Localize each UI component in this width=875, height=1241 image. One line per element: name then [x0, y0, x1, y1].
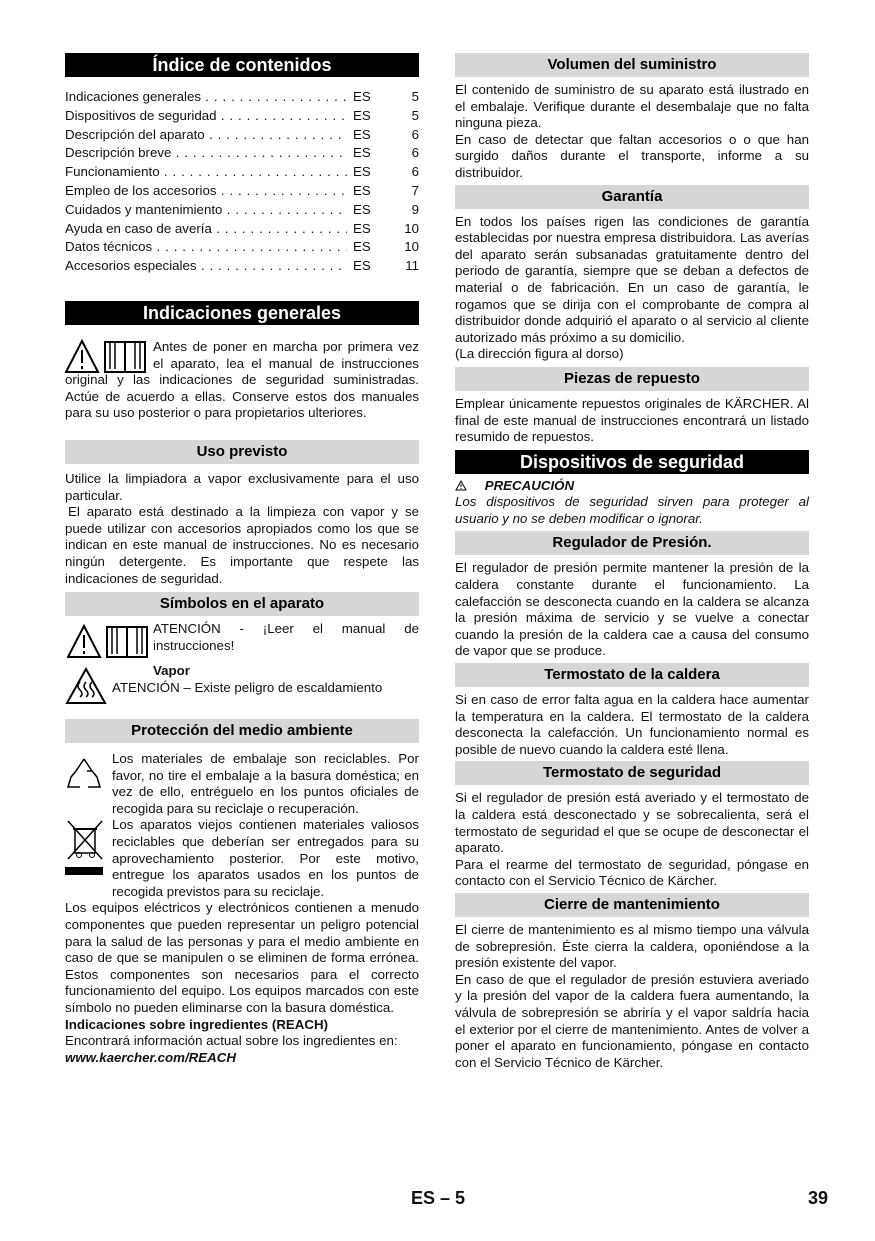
footer-page-number: 39 [808, 1188, 829, 1208]
general-heading: Indicaciones generales [65, 301, 419, 325]
warning-manual-icon [65, 339, 149, 375]
toc-entry-lang: ES [353, 239, 371, 255]
caution-label: PRECAUCIÓN [484, 477, 575, 493]
environment-heading: Protección del medio ambiente [65, 719, 419, 743]
symbol1-text: ATENCIÓN - ¡Leer el manual de instrucciones! [153, 621, 419, 653]
left-column [65, 53, 419, 1066]
warranty-heading: Garantía [455, 185, 809, 209]
toc-heading: Índice de contenidos [65, 53, 419, 77]
maintenance-closure-paragraph-2: En caso de que el regulador de presión estuviera averiado y la presión del vapor de la caldera fuera aumentando, la válvula de sobrepresión se abriría y el vapor saldría hacia el exterior por el cierre de mantenimiento. Antes de volver a poner el aparato en funcionamiento, póngase en contacto con el Servicio Técnico de Kärcher. [455, 971, 809, 1070]
maintenance-closure-paragraph-1: El cierre de mantenimiento es al mismo tiempo una válvula de sobrepresión. Éste cierra la caldera, oponiéndose a la presión existente del vapor. [455, 921, 809, 971]
footer-section-label: ES – 5 [411, 1188, 466, 1208]
toc-entry-lang: ES [353, 89, 371, 104]
use-paragraph-2: El aparato está destinado a la limpieza con vapor y se puede utilizar con accesorios apropiados como los que se indican en este manual de instrucciones. No es necesario ningún detergente. Es importante que respete las indicaciones de seguridad. [65, 504, 419, 586]
safety-thermostat-paragraph-1: Si el regulador de presión está averiado y el termostato de la caldera está desconectado y se sobrecalienta, será el termostato de seguridad el que se ocupe de desconectar el aparato. [455, 790, 809, 856]
toc-entry-lang: ES [353, 164, 371, 180]
crossed-bin-icon [65, 819, 105, 877]
toc-entry-lang: ES [353, 145, 371, 161]
toc-entry-lang: ES [353, 126, 371, 142]
toc-entry-page: 9 [411, 201, 419, 217]
safety-thermostat-paragraph-2: Para el rearme del termostato de seguridad, póngase en contacto con el Servicio Técnico de Kärcher. [455, 856, 809, 889]
pressure-regulator-heading: Regulador de Presión. [455, 531, 809, 555]
toc-row[interactable] [65, 220, 419, 239]
recycling-block [65, 751, 419, 817]
toc-entry-title: Empleo de los accesorios . . . [65, 182, 347, 201]
toc-entry-lang: ES [353, 220, 371, 236]
reach-link[interactable]: www.kaercher.com/REACH [65, 1049, 236, 1065]
right-column [455, 53, 809, 1071]
toc-row[interactable] [65, 126, 419, 145]
warranty-paragraph-1: En todos los países rigen las condiciones de garantía establecidas por nuestra empresa distribuidora. Las averías del aparato serán subsanadas gratuitamente dentro del periodo de garantía, siempre que se deban a defectos de material o de fabricación. En un caso de garantía, le rogamos que se dirija con el comprobante de compra al distribuidor donde adquirió el aparato o al servicio al cliente autorizado más próximo a su domicilio. [455, 213, 809, 345]
safety-devices-heading: Dispositivos de seguridad [455, 450, 809, 474]
toc-entry-title: Ayuda en caso de avería . . . [65, 220, 347, 239]
general-notice [65, 339, 419, 422]
reach-heading: Indicaciones sobre ingredientes (REACH) [65, 1016, 329, 1032]
toc-entry-page: 10 [404, 239, 419, 255]
caution-text: Los dispositivos de seguridad sirven para proteger al usuario y no se deben modificar o ignorar. [455, 494, 809, 526]
toc-entry-lang: ES [353, 201, 371, 217]
reach-text: Encontrará información actual sobre los ingredientes en: [65, 1033, 398, 1049]
symbol2-label: Vapor [153, 663, 190, 679]
toc-entry-page: 6 [411, 164, 419, 180]
symbols-block [65, 621, 419, 717]
toc-row[interactable] [65, 201, 419, 220]
toc-entry-page: 6 [411, 126, 419, 142]
environment-paragraph-2: Los aparatos viejos contienen materiales valiosos reciclables que deberían ser entregados para su aprovechamiento posterior. Por este motivo, entregue los aparatos usados en los puntos de recogida previstos para su reciclaje. [112, 817, 419, 899]
toc-entry-page: 5 [411, 89, 419, 104]
maintenance-closure-heading: Cierre de mantenimiento [455, 893, 809, 917]
symbols-heading: Símbolos en el aparato [65, 592, 419, 616]
toc-row[interactable] [65, 107, 419, 126]
toc-row[interactable] [65, 238, 419, 257]
warranty-paragraph-2: (La dirección figura al dorso) [455, 346, 624, 362]
parts-heading: Piezas de repuesto [455, 367, 809, 391]
toc-entry-lang: ES [353, 182, 371, 198]
toc-entry-page: 7 [411, 182, 419, 198]
safety-thermostat-heading: Termostato de seguridad [455, 761, 809, 785]
toc-entry-lang: ES [353, 258, 371, 274]
toc-row[interactable] [65, 163, 419, 182]
caution-row [455, 478, 809, 495]
supply-paragraph-1: El contenido de suministro de su aparato está ilustrado en el embalaje. Verifique durante el desembalaje que no falta ninguna pieza. [455, 82, 809, 131]
toc-entry-page: 11 [405, 258, 419, 274]
warning-icon [455, 480, 467, 491]
boiler-thermostat-text: Si en caso de error falta agua en la caldera hace aumentar la temperatura en la caldera. El termostato de la caldera desconecta la calefacción. Un funcionamiento normal es posible de nuevo cuando la caldera esté llena. [455, 692, 809, 757]
general-text: Antes de poner en marcha por primera vez el aparato, lea el manual de instrucciones original y las indicaciones de seguridad suministradas. Actúe de acuerdo a ellas. Conserve estos dos manuales para su uso posterior o para propietarios ulteriores. [65, 338, 419, 421]
toc-entry-title: Descripción del aparato . . . [65, 126, 347, 145]
toc-row[interactable] [65, 182, 419, 201]
environment-paragraph-1: Los materiales de embalaje son reciclables. Por favor, no tire el embalaje a la basura doméstica; en vez de ello, entréguelo en los puntos oficiales de recogida para su reciclaje o recuperación. [112, 751, 419, 816]
warning-manual-icon [67, 624, 151, 660]
toc-entry-page: 6 [411, 145, 419, 161]
toc-entry-title: Cuidados y mantenimiento . . . [65, 201, 347, 220]
toc-entry-lang: ES [353, 107, 371, 123]
toc-row[interactable] [65, 88, 419, 107]
toc-row[interactable] [65, 257, 419, 276]
supply-heading: Volumen del suministro [455, 53, 809, 77]
environment-paragraph-3: Los equipos eléctricos y electrónicos contienen a menudo componentes que pueden representar un peligro potencial para la salud de las personas y para el medio ambiente en caso de que se manipulen o se eliminen de forma errónea. Estos componentes son necesarios para el correcto funcionamiento del equipo. Los equipos marcados con este símbolo no pueden eliminarse con la basura doméstica. [65, 900, 419, 1015]
toc-entry-title: Descripción breve . . . [65, 144, 347, 163]
pressure-regulator-text: El regulador de presión permite mantener la presión de la caldera constante durante el funcionamiento. La calefacción se desconecta cuando en la caldera se alcanza la presión máxima de servicio y se vuelve a conectar cuando la presión de la caldera cae a causa del consumo de vapor que se produce. [455, 560, 809, 659]
toc-entry-title: Indicaciones generales . . . [65, 88, 347, 107]
symbol2-text: ATENCIÓN – Existe peligro de escaldamiento [112, 680, 383, 696]
toc-entry-page: 5 [411, 107, 419, 123]
toc-entry-page: 10 [404, 220, 419, 236]
supply-paragraph-2: En caso de detectar que faltan accesorios o o que han surgido daños durante el transporte, informe a su distribuidor. [455, 131, 809, 180]
toc-entry-title: Accesorios especiales . . . [65, 257, 347, 276]
use-heading: Uso previsto [65, 440, 419, 464]
table-of-contents [65, 88, 419, 276]
toc-entry-title: Dispositivos de seguridad . . . [65, 107, 347, 126]
recycling-icon [65, 755, 103, 793]
boiler-thermostat-heading: Termostato de la caldera [455, 663, 809, 687]
toc-entry-title: Datos técnicos . . . [65, 238, 347, 257]
toc-entry-title: Funcionamiento . . . [65, 163, 347, 182]
weee-block [65, 817, 419, 900]
toc-row[interactable] [65, 144, 419, 163]
hot-steam-icon [65, 667, 107, 705]
parts-text: Emplear únicamente repuestos originales de KÄRCHER. Al final de este manual de instrucciones encontrará un listado resumido de repuestos. [455, 395, 809, 445]
use-paragraph-1: Utilice la limpiadora a vapor exclusivamente para el uso particular. [65, 470, 419, 503]
